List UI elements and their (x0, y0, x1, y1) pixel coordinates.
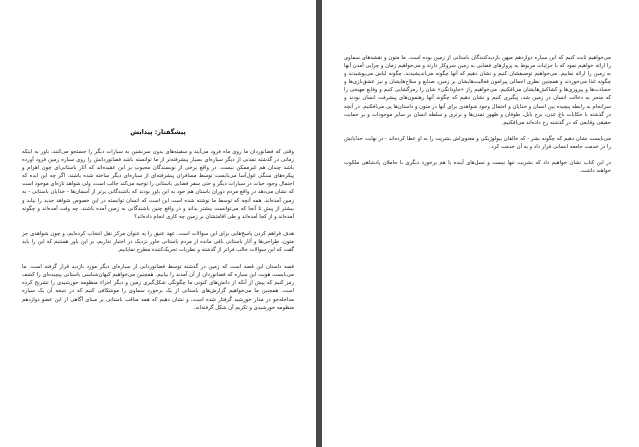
chapter-heading: پیشگفتار: پیدایش (130, 128, 186, 136)
right-paragraph-2: می‌بایست نشان دهیم که چگونه بشر - که خالقان بیولوژیکی و معنوی‌اش بشریت را به او عطا کرده‌اند - در نهایت خدایانش را در خدمت جامعه انسانی قرار داد و به آن خدمت کرد. (344, 135, 611, 150)
right-paragraph-1: می‌خواهیم ثابت کنیم که این سیاره دوازدهم میهن بازدیدکنندگان باستانی از زمین بوده است. ما متون و نقشه‌های سماوی را ارائه خواهیم نمود که با جزئیات مربوط به پروازهای فضایی به زمین سروکار دارند و می‌خواهیم زمان و چرایی آمدن آنها به زمین را ارائه نماییم. می‌خواهیم توصیفشان کنیم و نشان دهیم که آنها چگونه می‌اندیشیدند، چگونه لباس می‌پوشیدند و چگونه غذا می‌خوردند و همچنین نظری اجمالی پیرامون فعالیت‌هایشان بر زمین، صنایع و سلاح‌هایشان و نیز عشق‌بازی‌ها و حسادت‌ها و پیروزی‌ها و کشاکش‌هایشان می‌افکنیم. می‌خواهیم راز «جاودانگی» شان را رمزگشایی کنیم و وقایع مهیجی را که منجر به دخالت انسان در زمین شد، پیگیری کنیم و نشان دهیم که چگونه آنها رهنمون‌های پیشرفت انسان بودند و سرانجام به رابطه پیچیده بین انسان و خدایان و احتمال وجود شواهدی برای آنها در متون و داستان‌ها پی می‌افکنیم. در آنچه در گذشته با حکایات باغ عدن، برج بابل، طوفان و ظهور تمدن‌ها و برتری و سلطه انسان بر سایر موجودات و بر حمایت حقیقی وقایعی که در گذشته رخ داده‌اند می‌افکنیم. (344, 55, 611, 126)
left-page (0, 0, 316, 447)
right-paragraph-3: در این کتاب نشان خواهیم داد که بشریت تنها نیست و نسل‌های آینده با هم برخورد دیگری با حاملان پادشاهی ملکوت خواهند داشت. (344, 160, 611, 175)
left-paragraph-3: قصه داستان این قصه است که زمین در گذشته توسط فضانوردانی از سیاره‌ای دیگر مورد بازدید قرار گرفته است. ما می‌بایست هویت این سیاره که فضانوردان از آن آمدند را بیابیم. همچنین می‌خواهیم کیهان‌شناسی باستانی پیچیده‌ای را کشف رمز کنیم که پیش از آنکه از دانش‌های کنونی ما چگونگی شکل‌گیری زمین و دیگر اجزاء منظومه خورشیدی را تشریح کرده است. همچنین ما می‌خواهیم گزارش‌های باستانی از یک برخورد سماوی را موشکافی کنیم که در نتیجه آن یک سیاره مداخله‌جو در مدار خورشید گرفتار شده است، و نشان دهیم که همه مناقب باستانی بر مبنای آگاهی از این عضو دوازدهم منظومه خورشیدی و تکریم آن شکل گرفته‌اند. (22, 264, 294, 311)
left-paragraph-2: هدف فراهم کردن پاسخ‌هایی برای این سوالات است. عهد عتیق را به عنوان مرکز نقل انتخاب کرده‌ایم، و چون شواهدی جز متون، طراحی‌ها و آثار باستانی باقی مانده از مردم باستانی خاور نزدیک در اختیار نداریم، بر این باور هستیم که این را باید گفت که این سوالات جالب فراتر از گذشته و نظریات تحریک‌کننده مطرح نمایانیم. (22, 230, 294, 254)
right-page (322, 0, 639, 447)
left-paragraph-1: وقتی که فضانوردان ما روی ماه فرود می‌آیند و سفینه‌های بدون سرنشین به سیارات دیگر را جستجو می‌کنند، باور به اینکه زمانی در گذشته تمدنی از دیگر سیاره‌ای بسیار پیشرفته‌تر از ما توانسته باشد فضانوردانش را روی سیاره زمین فرود آورده باشد چندان هم غیرممکن نیست. در واقع برخی از نویسندگان محبوب بر این عقیده‌اند که آثار باستانی‌ای چون اهرام و پیکره‌های سنگی غول‌آسا می‌بایست توسط مسافران پیشرفته‌ای از سیاره‌ای دیگر ساخته شده باشند. اگر چه این ایده که احتمال وجود حیات در سیارات دیگر و حتی سفر فضایی باستانی را توجیه می‌کند جالب است، ولی شواهد تازه‌ای موجود است که نشان می‌دهد در واقع مردم دوران باستان هم خود به این باور بودند که باشندگانی برتر از آسمان‌ها - خدایان باستانی - به زمین آمده‌اند. همه آنچه که توسط ما نوشته شده است این است که انسان توانسته در این خصوص شواهد جدید را بیابد و بیشتر از پیش تا آنجا که می‌توانست بیشتر بداند و در واقع چنین باشندگانی به زمین آمده باشند. چه وقت آمده‌اند و چگونه آمده‌اند و از کجا آمده‌اند و طی اقامتشان بر زمین چه کاری انجام داده‌اند؟ (22, 149, 294, 220)
